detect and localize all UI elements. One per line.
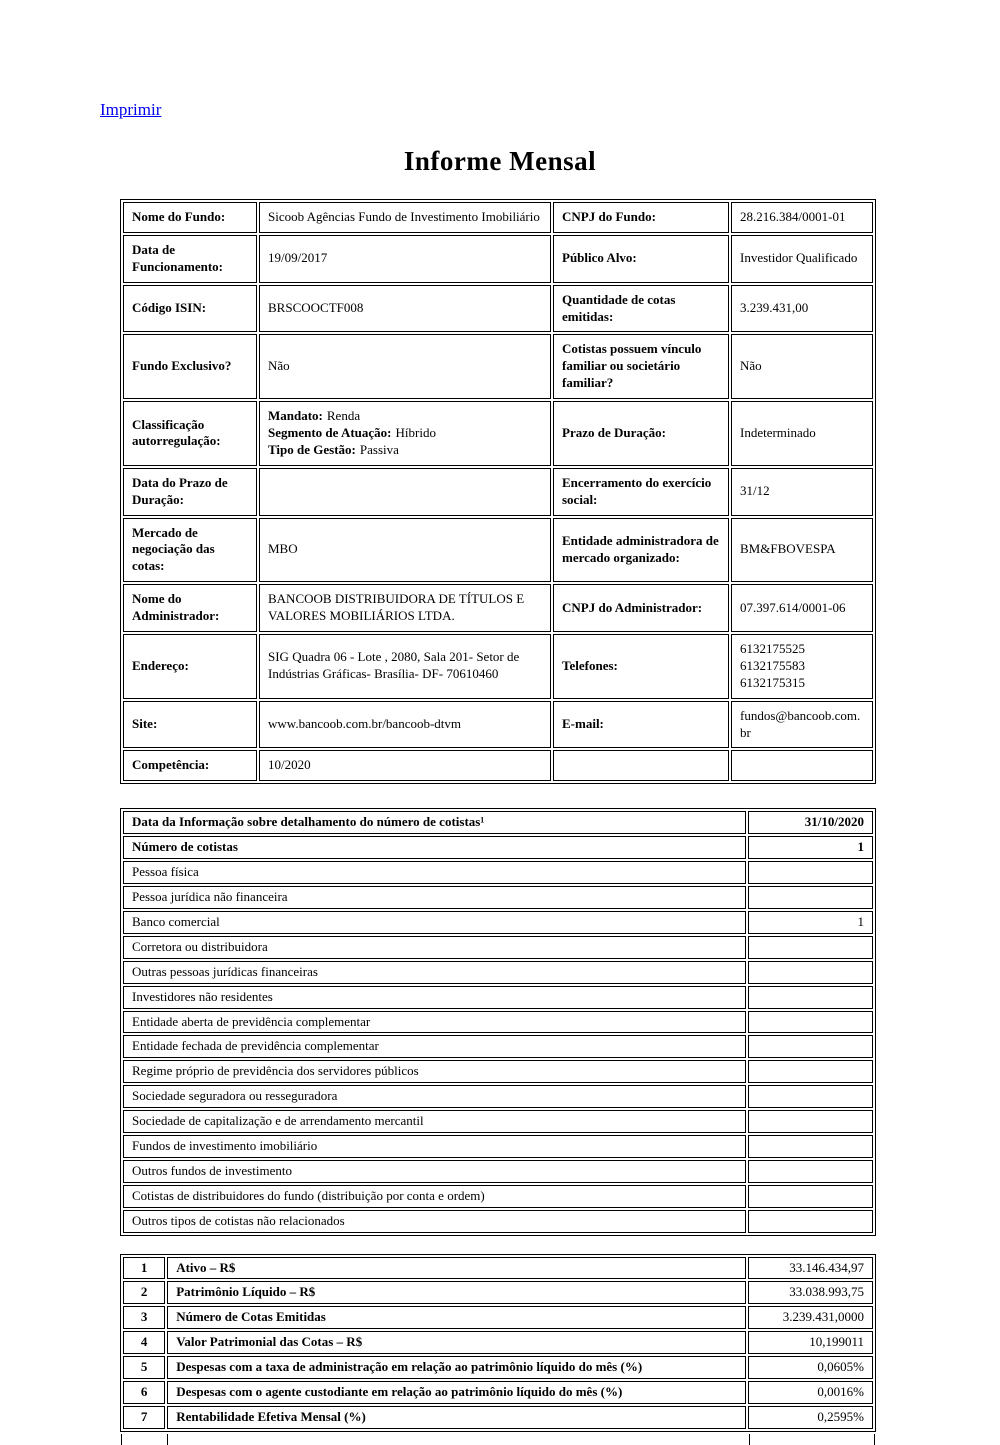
cotistas-item-row xyxy=(123,1035,873,1058)
cell-label: Fundo Exclusivo? xyxy=(123,334,257,399)
cotistas-item-value xyxy=(748,1185,873,1208)
cell-value-telefones xyxy=(731,634,873,699)
cell-value-classificacao xyxy=(259,401,551,466)
cotistas-item-label: Banco comercial xyxy=(123,911,746,934)
cell-label: Encerramento do exercício social: xyxy=(553,468,729,516)
financial-row-label: Rentabilidade Efetiva Mensal (%) xyxy=(167,1406,746,1429)
cotistas-item-value xyxy=(748,936,873,959)
table-row xyxy=(123,285,873,333)
cotistas-item-row xyxy=(123,1210,873,1233)
cotistas-item-row xyxy=(123,986,873,1009)
cell-value: 19/09/2017 xyxy=(259,235,551,283)
cotistas-item-value xyxy=(748,1035,873,1058)
cotistas-item-label: Sociedade seguradora ou resseguradora xyxy=(123,1085,746,1108)
cell-value: Sicoob Agências Fundo de Investimento Imobiliário xyxy=(259,202,551,233)
cell-label: Nome do Fundo: xyxy=(123,202,257,233)
cotistas-item-row xyxy=(123,1185,873,1208)
cell-label: Data de Funcionamento: xyxy=(123,235,257,283)
financial-partial-row xyxy=(120,1434,876,1445)
cotistas-total-value: 1 xyxy=(748,836,873,859)
financial-row-value: 10,199011 xyxy=(748,1331,873,1354)
financial-row-number: 7 xyxy=(123,1406,165,1429)
cell-label: Mercado de negociação das cotas: xyxy=(123,518,257,583)
partial-row-border xyxy=(749,1434,750,1445)
cell-value: 31/12 xyxy=(731,468,873,516)
financial-row-label: Valor Patrimonial das Cotas – R$ xyxy=(167,1331,746,1354)
financial-table xyxy=(120,1254,876,1432)
cotistas-item-value xyxy=(748,961,873,984)
financial-row-number: 1 xyxy=(123,1257,165,1280)
financial-row-label: Número de Cotas Emitidas xyxy=(167,1306,746,1329)
cotistas-item-value xyxy=(748,1160,873,1183)
cell-value: www.bancoob.com.br/bancoob-dtvm xyxy=(259,701,551,749)
table-row xyxy=(123,750,873,781)
cell-label: Endereço: xyxy=(123,634,257,699)
cell-label: Cotistas possuem vínculo familiar ou societário familiar? xyxy=(553,334,729,399)
cell-value: Não xyxy=(259,334,551,399)
cotistas-item-value xyxy=(748,986,873,1009)
financial-row-value: 0,2595% xyxy=(748,1406,873,1429)
cotistas-item-label: Outros tipos de cotistas não relacionados xyxy=(123,1210,746,1233)
cell-label: Prazo de Duração: xyxy=(553,401,729,466)
cotistas-item-value xyxy=(748,1060,873,1083)
cotistas-item-label: Pessoa jurídica não financeira xyxy=(123,886,746,909)
financial-row-value: 33.038.993,75 xyxy=(748,1281,873,1304)
financial-row-value: 0,0605% xyxy=(748,1356,873,1379)
cotistas-item-row xyxy=(123,961,873,984)
cell-label: Site: xyxy=(123,701,257,749)
cotistas-item-value xyxy=(748,1135,873,1158)
cotistas-item-label: Regime próprio de previdência dos servidores públicos xyxy=(123,1060,746,1083)
cell-value: Não xyxy=(731,334,873,399)
table-row xyxy=(123,202,873,233)
cell-value: BM&FBOVESPA xyxy=(731,518,873,583)
cotistas-item-label: Outros fundos de investimento xyxy=(123,1160,746,1183)
cell-value: 28.216.384/0001-01 xyxy=(731,202,873,233)
cell-label: Classificação autorregulação: xyxy=(123,401,257,466)
financial-row xyxy=(123,1381,873,1404)
cotistas-item-value xyxy=(748,861,873,884)
cell-label: Quantidade de cotas emitidas: xyxy=(553,285,729,333)
cell-value: SIG Quadra 06 - Lote , 2080, Sala 201- Setor de Indústrias Gráficas- Brasília- DF- 70610460 xyxy=(259,634,551,699)
financial-row-value: 3.239.431,0000 xyxy=(748,1306,873,1329)
cell-value: 3.239.431,00 xyxy=(731,285,873,333)
cell-value: 10/2020 xyxy=(259,750,551,781)
cell-value: MBO xyxy=(259,518,551,583)
financial-row xyxy=(123,1257,873,1280)
fund-info-table xyxy=(120,199,876,784)
partial-row-border xyxy=(167,1434,168,1445)
print-link[interactable]: Imprimir xyxy=(100,100,162,119)
financial-row-number: 4 xyxy=(123,1331,165,1354)
cotistas-item-row xyxy=(123,1060,873,1083)
cell-value xyxy=(731,750,873,781)
cotistas-item-value xyxy=(748,1011,873,1034)
cell-label: CNPJ do Administrador: xyxy=(553,584,729,632)
financial-row-label: Patrimônio Líquido – R$ xyxy=(167,1281,746,1304)
cell-label: CNPJ do Fundo: xyxy=(553,202,729,233)
table-row xyxy=(123,401,873,466)
partial-row-border xyxy=(121,1434,122,1445)
cell-value xyxy=(259,468,551,516)
phone-line: 6132175525 xyxy=(740,641,805,657)
cotistas-item-label: Entidade aberta de previdência complementar xyxy=(123,1011,746,1034)
cotistas-item-value xyxy=(748,1085,873,1108)
cell-label: Nome do Administrador: xyxy=(123,584,257,632)
cotistas-item-label: Fundos de investimento imobiliário xyxy=(123,1135,746,1158)
cotistas-item-row xyxy=(123,1011,873,1034)
cell-label xyxy=(553,750,729,781)
phone-line: 6132175315 xyxy=(740,674,805,690)
cotistas-item-row xyxy=(123,886,873,909)
classificacao-line: Mandato: Renda xyxy=(268,408,361,424)
cell-label: Telefones: xyxy=(553,634,729,699)
cell-label: Competência: xyxy=(123,750,257,781)
cell-value: fundos@bancoob.com.br xyxy=(731,701,873,749)
financial-row-number: 6 xyxy=(123,1381,165,1404)
financial-row-number: 5 xyxy=(123,1356,165,1379)
cotistas-header-label: Data da Informação sobre detalhamento do número de cotistas¹ xyxy=(123,811,746,834)
financial-row-label: Despesas com o agente custodiante em relação ao patrimônio líquido do mês (%) xyxy=(167,1381,746,1404)
financial-row-value: 0,0016% xyxy=(748,1381,873,1404)
cotistas-item-label: Cotistas de distribuidores do fundo (distribuição por conta e ordem) xyxy=(123,1185,746,1208)
cotistas-item-row xyxy=(123,911,873,934)
cell-label: E-mail: xyxy=(553,701,729,749)
financial-row-number: 2 xyxy=(123,1281,165,1304)
cotistas-item-value: 1 xyxy=(748,911,873,934)
financial-row xyxy=(123,1331,873,1354)
cotistas-header-date: 31/10/2020 xyxy=(748,811,873,834)
financial-row xyxy=(123,1306,873,1329)
cotistas-item-label: Outras pessoas jurídicas financeiras xyxy=(123,961,746,984)
cotistas-table xyxy=(120,808,876,1235)
cotistas-item-value xyxy=(748,1210,873,1233)
classificacao-line: Tipo de Gestão: Passiva xyxy=(268,441,399,457)
financial-row xyxy=(123,1406,873,1429)
cell-label: Entidade administradora de mercado organizado: xyxy=(553,518,729,583)
financial-row-label: Ativo – R$ xyxy=(167,1257,746,1280)
classificacao-line: Segmento de Atuação: Híbrido xyxy=(268,425,436,441)
page-title: Informe Mensal xyxy=(403,146,597,176)
table-row xyxy=(123,468,873,516)
cell-value: BRSCOOCTF008 xyxy=(259,285,551,333)
financial-row-value: 33.146.434,97 xyxy=(748,1257,873,1280)
table-row xyxy=(123,518,873,583)
cell-value: Indeterminado xyxy=(731,401,873,466)
cell-label: Código ISIN: xyxy=(123,285,257,333)
cell-value: Investidor Qualificado xyxy=(731,235,873,283)
cotistas-header-row xyxy=(123,811,873,834)
cotistas-item-row xyxy=(123,1135,873,1158)
financial-row-label: Despesas com a taxa de administração em relação ao patrimônio líquido do mês (%) xyxy=(167,1356,746,1379)
cotistas-item-label: Investidores não residentes xyxy=(123,986,746,1009)
cell-label: Data do Prazo de Duração: xyxy=(123,468,257,516)
cotistas-total-row xyxy=(123,836,873,859)
table-row xyxy=(123,701,873,749)
financial-row-number: 3 xyxy=(123,1306,165,1329)
table-row xyxy=(123,634,873,699)
cotistas-item-label: Entidade fechada de previdência complementar xyxy=(123,1035,746,1058)
cotistas-total-label: Número de cotistas xyxy=(123,836,746,859)
financial-row xyxy=(123,1281,873,1304)
partial-row-border xyxy=(874,1434,875,1445)
table-row xyxy=(123,334,873,399)
cotistas-item-row xyxy=(123,1110,873,1133)
cotistas-item-value xyxy=(748,1110,873,1133)
cotistas-item-value xyxy=(748,886,873,909)
cotistas-item-label: Sociedade de capitalização e de arrendamento mercantil xyxy=(123,1110,746,1133)
cell-label: Público Alvo: xyxy=(553,235,729,283)
table-row xyxy=(123,584,873,632)
cotistas-item-row xyxy=(123,861,873,884)
cotistas-item-row xyxy=(123,936,873,959)
table-row xyxy=(123,235,873,283)
financial-row xyxy=(123,1356,873,1379)
cell-value: 07.397.614/0001-06 xyxy=(731,584,873,632)
phone-line: 6132175583 xyxy=(740,657,805,673)
cotistas-item-label: Pessoa física xyxy=(123,861,746,884)
cotistas-item-row xyxy=(123,1160,873,1183)
cell-value: BANCOOB DISTRIBUIDORA DE TÍTULOS E VALORES MOBILIÁRIOS LTDA. xyxy=(259,584,551,632)
cotistas-item-label: Corretora ou distribuidora xyxy=(123,936,746,959)
cotistas-item-row xyxy=(123,1085,873,1108)
